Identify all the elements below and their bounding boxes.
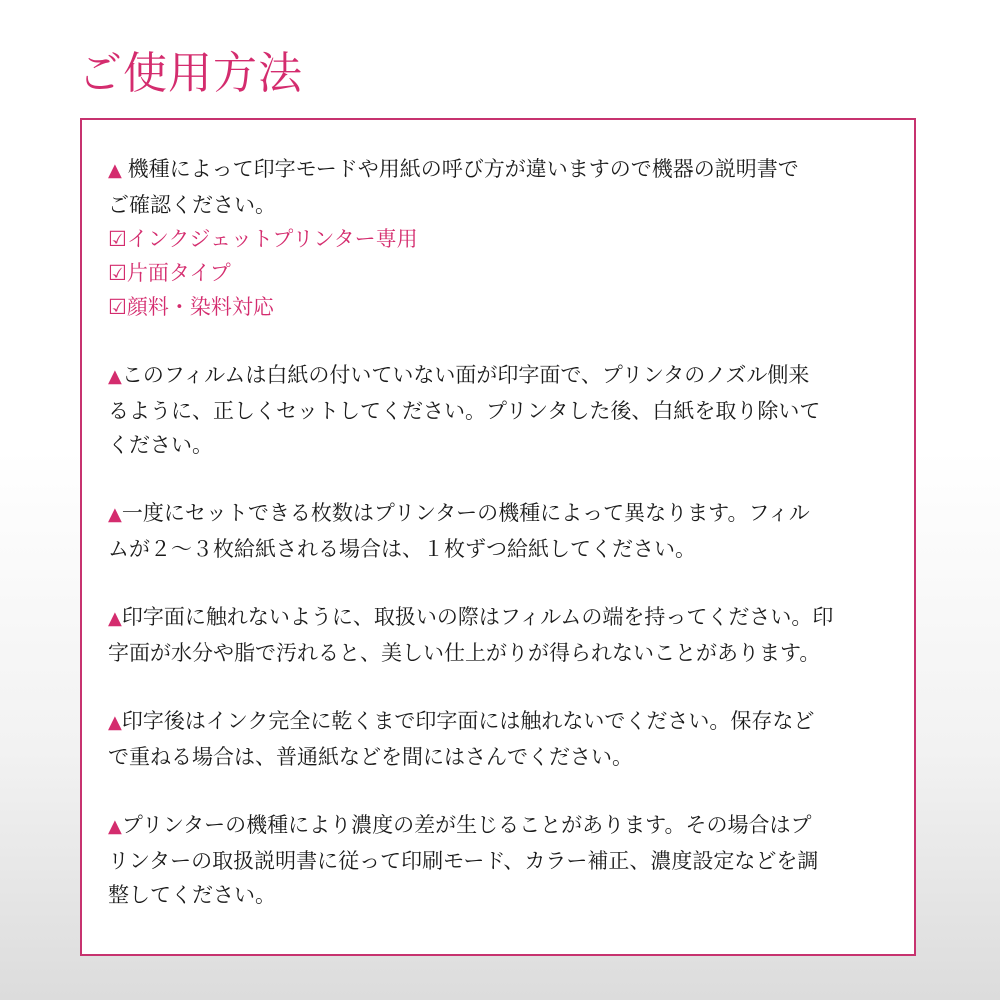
checklist-item-ink-types: ☑顔料・染料対応 (108, 295, 274, 319)
note-paragraph-2 (108, 496, 892, 566)
note-text: 印字面に触れないように、取扱いの際はフィルムの端を持ってください。印 字面が水分や脂で汚れると、美しい仕上がりが得られないことがあります。 (108, 605, 834, 665)
note-paragraph-5 (108, 808, 892, 912)
note-paragraph-4 (108, 704, 892, 774)
warning-triangle-icon: ▲ (108, 608, 122, 629)
note-text: このフィルムは白紙の付いていない面が印字面で、プリンタのノズル側来 るように、正しくセットしてください。プリンタした後、白紙を取り除いて ください。 (108, 363, 821, 457)
note-text: 印字後はインク完全に乾くまで印字面には触れないでください。保存など で重ねる場合は、普通紙などを間にはさんでください。 (108, 709, 815, 769)
checklist-item-inkjet: ☑インクジェットプリンター専用 (108, 227, 418, 251)
page-title: ご使用方法 (78, 48, 303, 99)
note-paragraph-1 (108, 358, 892, 462)
feature-checklist (108, 222, 892, 324)
note-text: 一度にセットできる枚数はプリンターの機種によって異なります。フィル ムが２～３枚給紙される場合は、１枚ずつ給紙してください。 (108, 501, 810, 561)
checklist-item-single-sided: ☑片面タイプ (108, 261, 231, 285)
note-paragraph-3 (108, 600, 892, 670)
intro-text: 機種によって印字モードや用紙の呼び方が違いますので機器の説明書で ご確認ください。 (108, 157, 799, 217)
instructions-content (108, 152, 892, 946)
warning-triangle-icon: ▲ (108, 504, 122, 525)
warning-triangle-icon: ▲ (108, 712, 122, 733)
instructions-frame (80, 118, 916, 956)
intro-paragraph (108, 152, 892, 222)
note-text: プリンターの機種により濃度の差が生じることがあります。その場合はプ リンターの取扱説明書に従って印刷モード、カラー補正、濃度設定などを調 整してください。 (108, 813, 819, 907)
warning-triangle-icon: ▲ (108, 160, 128, 181)
warning-triangle-icon: ▲ (108, 816, 122, 837)
warning-triangle-icon: ▲ (108, 366, 122, 387)
